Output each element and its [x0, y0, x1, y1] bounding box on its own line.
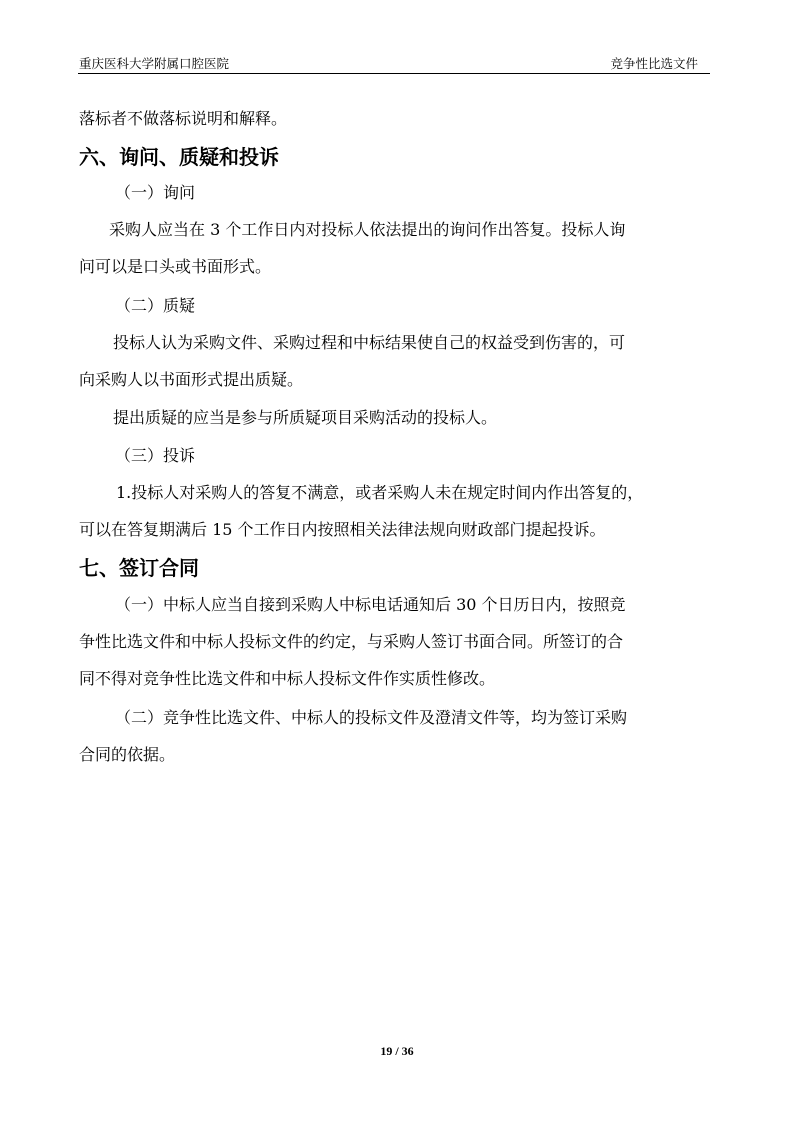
- section-7-p1-line3: 同不得对竞争性比选文件和中标人投标文件作实质性修改。: [79, 669, 496, 688]
- section-6-sub3-line2: 可以在答复期满后 15 个工作日内按照相关法律法规向财政部门提起投诉。: [79, 520, 606, 539]
- intro-line: 落标者不做落标说明和解释。: [79, 109, 288, 128]
- section-6-sub1-title: （一）询问: [115, 183, 196, 202]
- section-6-heading: 六、询问、质疑和投诉: [79, 145, 279, 169]
- section-7-p1-line2: 争性比选文件和中标人投标文件的约定，与采购人签订书面合同。所签订的合: [79, 632, 624, 651]
- section-7-heading: 七、签订合同: [79, 556, 199, 580]
- section-6-sub3-line1: 1.投标人对采购人的答复不满意，或者采购人未在规定时间内作出答复的，: [116, 483, 644, 502]
- header-institution: 重庆医科大学附属口腔医院: [79, 56, 230, 71]
- section-6-sub2-title: （二）质疑: [115, 296, 196, 315]
- section-6-sub2-line3: 提出质疑的应当是参与所质疑项目采购活动的投标人。: [113, 408, 498, 427]
- header-document-type: 竞争性比选文件: [610, 56, 698, 71]
- section-7-p2-line1: （二）竞争性比选文件、中标人的投标文件及澄清文件等，均为签订采购: [115, 708, 628, 727]
- section-6-sub1-line1: 采购人应当在 3 个工作日内对投标人依法提出的询问作出答复。投标人询: [109, 220, 626, 239]
- section-6-sub3-title: （三）投诉: [115, 446, 196, 465]
- section-7-p1-line1: （一）中标人应当自接到采购人中标电话通知后 30 个日历日内，按照竞: [115, 595, 626, 614]
- section-6-sub2-line1: 投标人认为采购文件、采购过程和中标结果使自己的权益受到伤害的，可: [113, 333, 626, 352]
- section-6-sub1-line2: 问可以是口头或书面形式。: [79, 257, 272, 276]
- header-divider: [78, 73, 710, 74]
- section-7-p2-line2: 合同的依据。: [79, 745, 176, 764]
- section-6-sub2-line2: 向采购人以书面形式提出质疑。: [79, 370, 304, 389]
- page-number: 19 / 36: [380, 1044, 414, 1058]
